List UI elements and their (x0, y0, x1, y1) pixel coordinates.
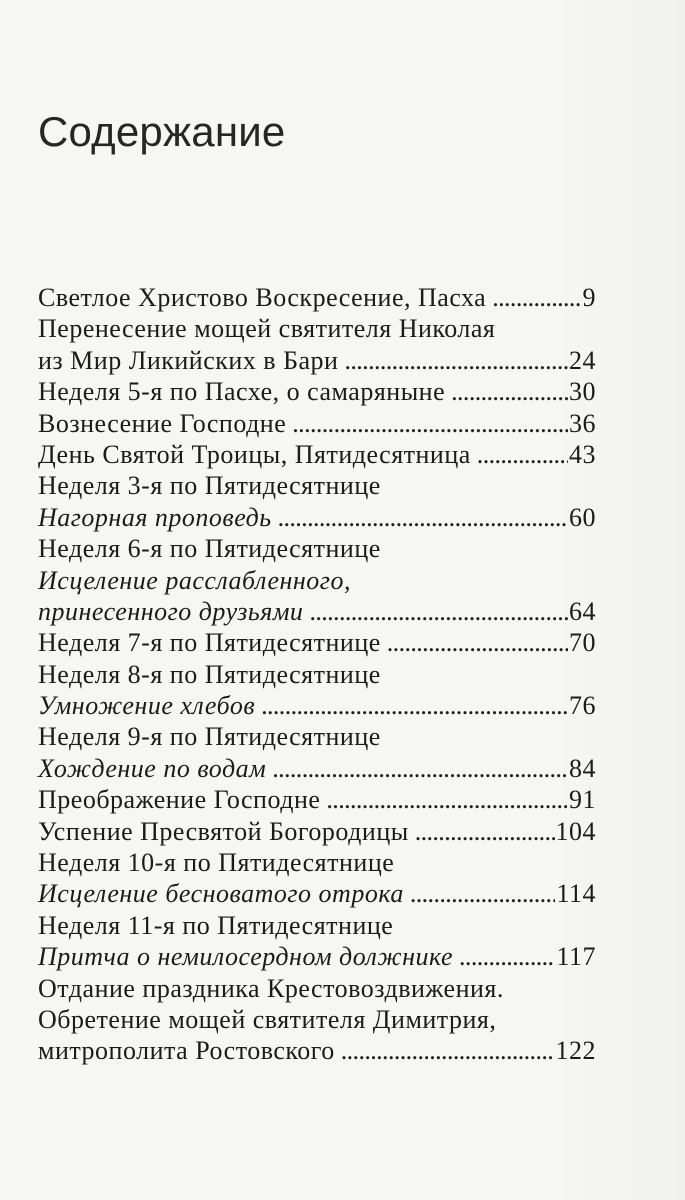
toc-entry-title: Неделя 6-я по Пятидесятнице (38, 534, 381, 564)
toc-entry-title: митрополита Ростовского (38, 1036, 335, 1066)
toc-entry (38, 313, 596, 344)
toc-page-number: 122 (555, 1036, 596, 1066)
toc-entry (38, 408, 596, 439)
toc-entry-title: Неделя 7-я по Пятидесятнице (38, 628, 381, 658)
dot-leader (415, 816, 555, 847)
toc-entry-title: Неделя 10-я по Пятидесятнице (38, 848, 395, 878)
toc-subentry (38, 941, 596, 972)
dot-leader (272, 753, 568, 784)
toc-section-heading (38, 847, 596, 878)
dot-leader (410, 878, 556, 909)
toc-subentry-continuation (38, 596, 596, 627)
dot-leader (387, 627, 568, 658)
toc-entry (38, 1004, 596, 1035)
toc-section-heading (38, 533, 596, 564)
toc-page-number: 104 (555, 816, 596, 846)
toc-page-number: 84 (569, 753, 596, 783)
toc-entry-title: Светлое Христово Воскресение, Пасха (38, 283, 487, 312)
toc-entry (38, 784, 596, 815)
toc-entry-title: Исцеление расслабленного, (38, 565, 351, 595)
toc-entry-title: Перенесение мощей святителя Николая (38, 314, 496, 344)
toc-subentry (38, 753, 596, 784)
toc-subentry (38, 565, 596, 596)
toc-entry-title: Нагорная проповедь (38, 502, 272, 532)
toc-entry (38, 973, 596, 1004)
toc-entry-title: Неделя 8-я по Пятидесятнице (38, 659, 381, 689)
toc-entry-title: День Святой Троицы, Пятидесятница (38, 439, 471, 469)
dot-leader (278, 502, 568, 533)
toc-entry-title: из Мир Ликийских в Бари (38, 345, 339, 375)
toc-entry-continuation (38, 1035, 596, 1066)
toc-entry-title: Вознесение Господне (38, 408, 287, 438)
toc-page-number: 43 (569, 439, 596, 469)
toc-entry (38, 816, 596, 847)
dot-leader (459, 941, 555, 972)
toc-entry-title: Умножение хлебов (38, 691, 256, 721)
toc-page-number: 9 (582, 283, 596, 312)
toc-entry-title: Успение Пресвятой Богородицы (38, 816, 409, 846)
page-title: Содержание (38, 108, 286, 155)
toc-entry-title: Хождение по водам (38, 753, 267, 783)
toc-entry-title: Неделя 9-я по Пятидесятнице (38, 722, 381, 752)
table-of-contents (38, 282, 596, 1067)
toc-subentry (38, 878, 596, 909)
toc-page-number: 114 (556, 879, 596, 909)
toc-page-number: 91 (569, 785, 596, 815)
dot-leader (309, 596, 568, 627)
dot-leader (261, 690, 568, 721)
toc-entry-title: Отдание праздника Крестовоздвижения. (38, 973, 504, 1003)
toc-subentry (38, 502, 596, 533)
toc-page-number: 36 (569, 408, 596, 438)
toc-section-heading (38, 721, 596, 752)
toc-section-heading (38, 470, 596, 501)
dot-leader (326, 784, 568, 815)
toc-entry (38, 439, 596, 470)
toc-page-number: 60 (569, 502, 596, 532)
toc-entry-title: Исцеление бесноватого отрока (38, 879, 404, 909)
toc-section-heading (38, 910, 596, 941)
toc-entry-title: принесенного друзьями (38, 596, 304, 626)
toc-entry (38, 627, 596, 658)
toc-page-number: 24 (569, 345, 596, 375)
toc-entry-title: Преображение Господне (38, 785, 321, 815)
dot-leader (292, 408, 568, 439)
toc-section-heading (38, 659, 596, 690)
toc-entry (38, 376, 596, 407)
dot-leader (344, 345, 568, 376)
dot-leader (451, 376, 568, 407)
toc-entry-title: Притча о немилосердном должнике (38, 942, 454, 972)
toc-page-number: 117 (556, 942, 596, 972)
dot-leader (477, 439, 568, 470)
toc-entry (38, 282, 596, 313)
toc-page-number: 30 (569, 377, 596, 407)
toc-entry-continuation (38, 345, 596, 376)
toc-page-number: 64 (569, 596, 596, 626)
toc-page-number: 76 (569, 691, 596, 721)
toc-page-number: 70 (569, 628, 596, 658)
dot-leader (492, 282, 581, 313)
toc-entry-title: Неделя 11-я по Пятидесятнице (38, 910, 394, 940)
dot-leader (341, 1035, 555, 1066)
toc-entry-title: Неделя 5-я по Пасхе, о самаряныне (38, 377, 446, 407)
toc-subentry (38, 690, 596, 721)
toc-entry-title: Неделя 3-я по Пятидесятнице (38, 471, 381, 501)
toc-entry-title: Обретение мощей святителя Димитрия, (38, 1004, 497, 1034)
